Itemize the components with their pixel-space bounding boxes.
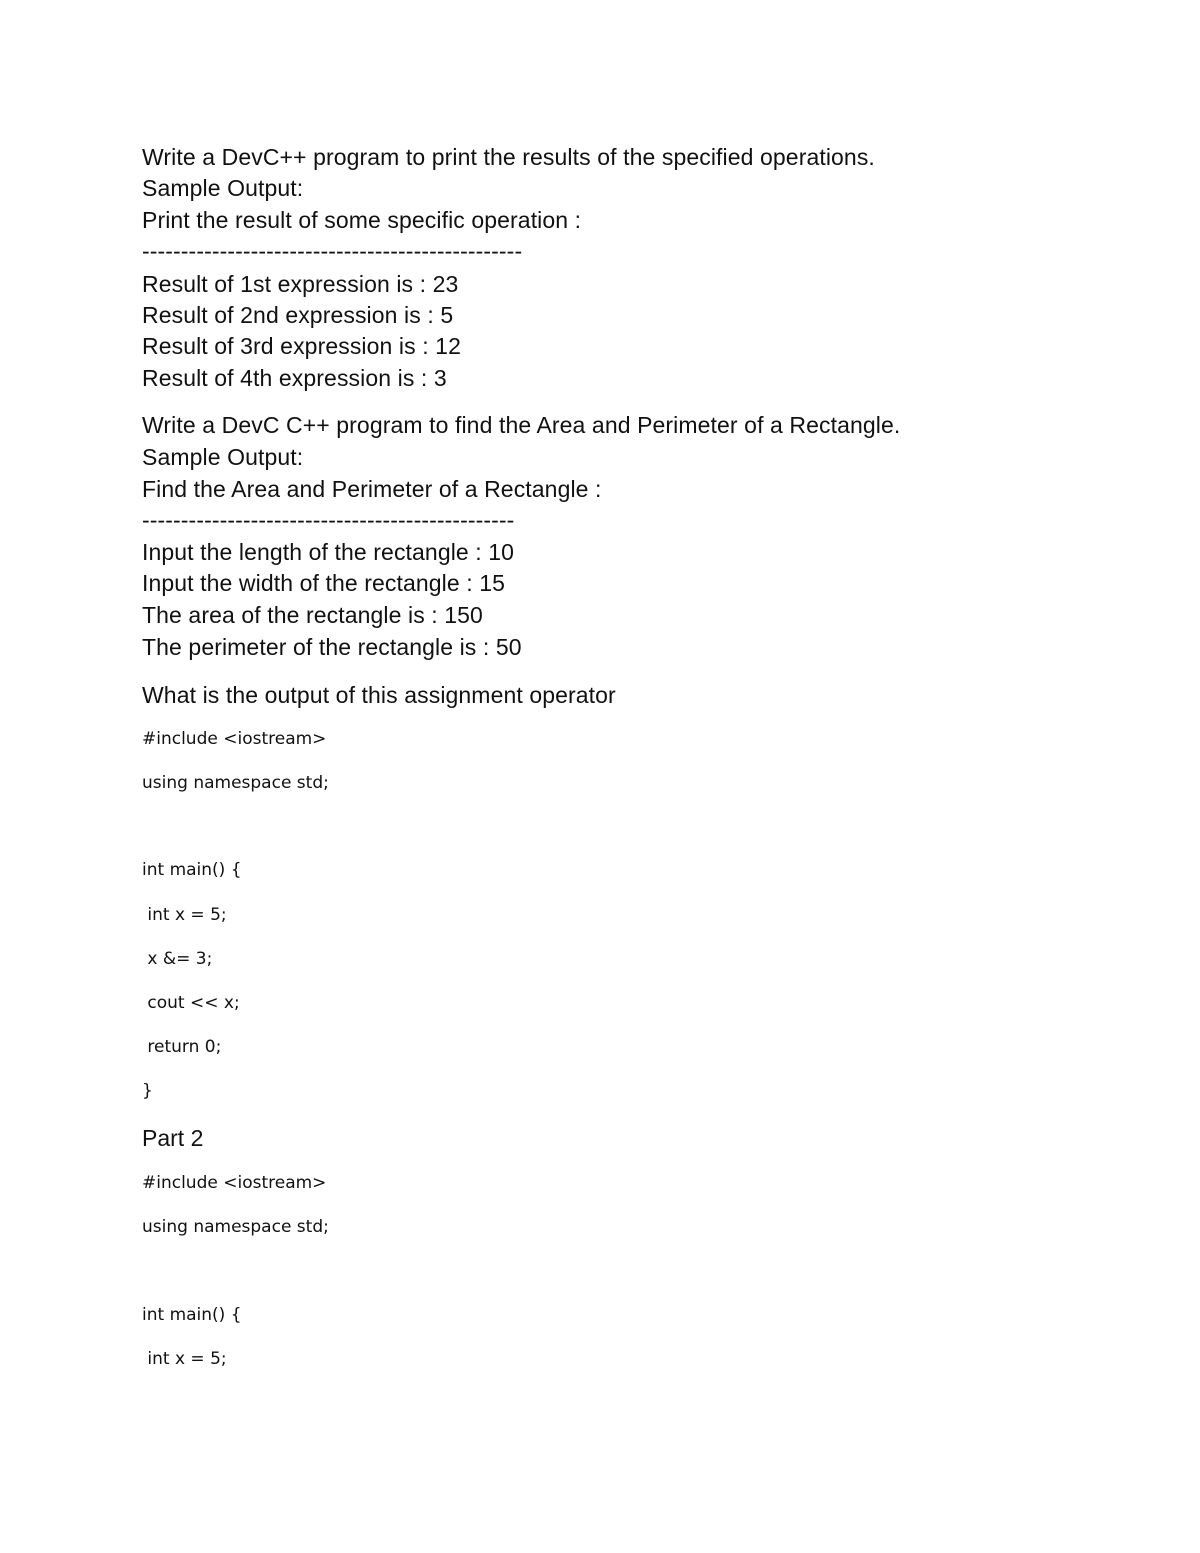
section1-result-1: Result of 1st expression is : 23	[142, 271, 459, 297]
section2-title: Write a DevC C++ program to find the Area and Perimeter of a Rectangle.	[142, 412, 901, 438]
section4-code-line-3: int main() {	[142, 1305, 242, 1325]
section3-code-line-1: #include <iostream>	[142, 729, 327, 749]
section3-code-line-3: int main() {	[142, 860, 242, 880]
section1-divider: -------------------------------------------------	[142, 238, 523, 264]
section1-heading: Print the result of some specific operation :	[142, 207, 582, 233]
section2-heading: Find the Area and Perimeter of a Rectangle :	[142, 476, 602, 502]
section2-line-4: The perimeter of the rectangle is : 50	[142, 634, 522, 660]
section3-code-line-5: x &= 3;	[142, 949, 213, 969]
section4-code-line-4: int x = 5;	[142, 1349, 227, 1369]
section2-line-1: Input the length of the rectangle : 10	[142, 539, 515, 565]
section3-question: What is the output of this assignment operator	[142, 682, 616, 708]
section2-line-2: Input the width of the rectangle : 15	[142, 570, 505, 596]
section3-code-line-4: int x = 5;	[142, 905, 227, 925]
section3-code-line-7: return 0;	[142, 1037, 222, 1057]
section4-code-line-2: using namespace std;	[142, 1217, 329, 1237]
section2-sample-label: Sample Output:	[142, 444, 304, 470]
section3-code-line-6: cout << x;	[142, 993, 240, 1013]
part2-heading: Part 2	[142, 1125, 204, 1151]
section2-line-3: The area of the rectangle is : 150	[142, 602, 483, 628]
section1-result-2: Result of 2nd expression is : 5	[142, 302, 454, 328]
section3-code-line-2: using namespace std;	[142, 773, 329, 793]
section1-result-3: Result of 3rd expression is : 12	[142, 333, 461, 359]
section1-result-4: Result of 4th expression is : 3	[142, 365, 447, 391]
section1-title: Write a DevC++ program to print the results of the specified operations.	[142, 144, 875, 170]
section4-code-line-1: #include <iostream>	[142, 1173, 327, 1193]
section1-sample-label: Sample Output:	[142, 175, 304, 201]
section3-code-line-8: }	[142, 1081, 153, 1101]
section2-divider: ------------------------------------------------	[142, 507, 515, 533]
